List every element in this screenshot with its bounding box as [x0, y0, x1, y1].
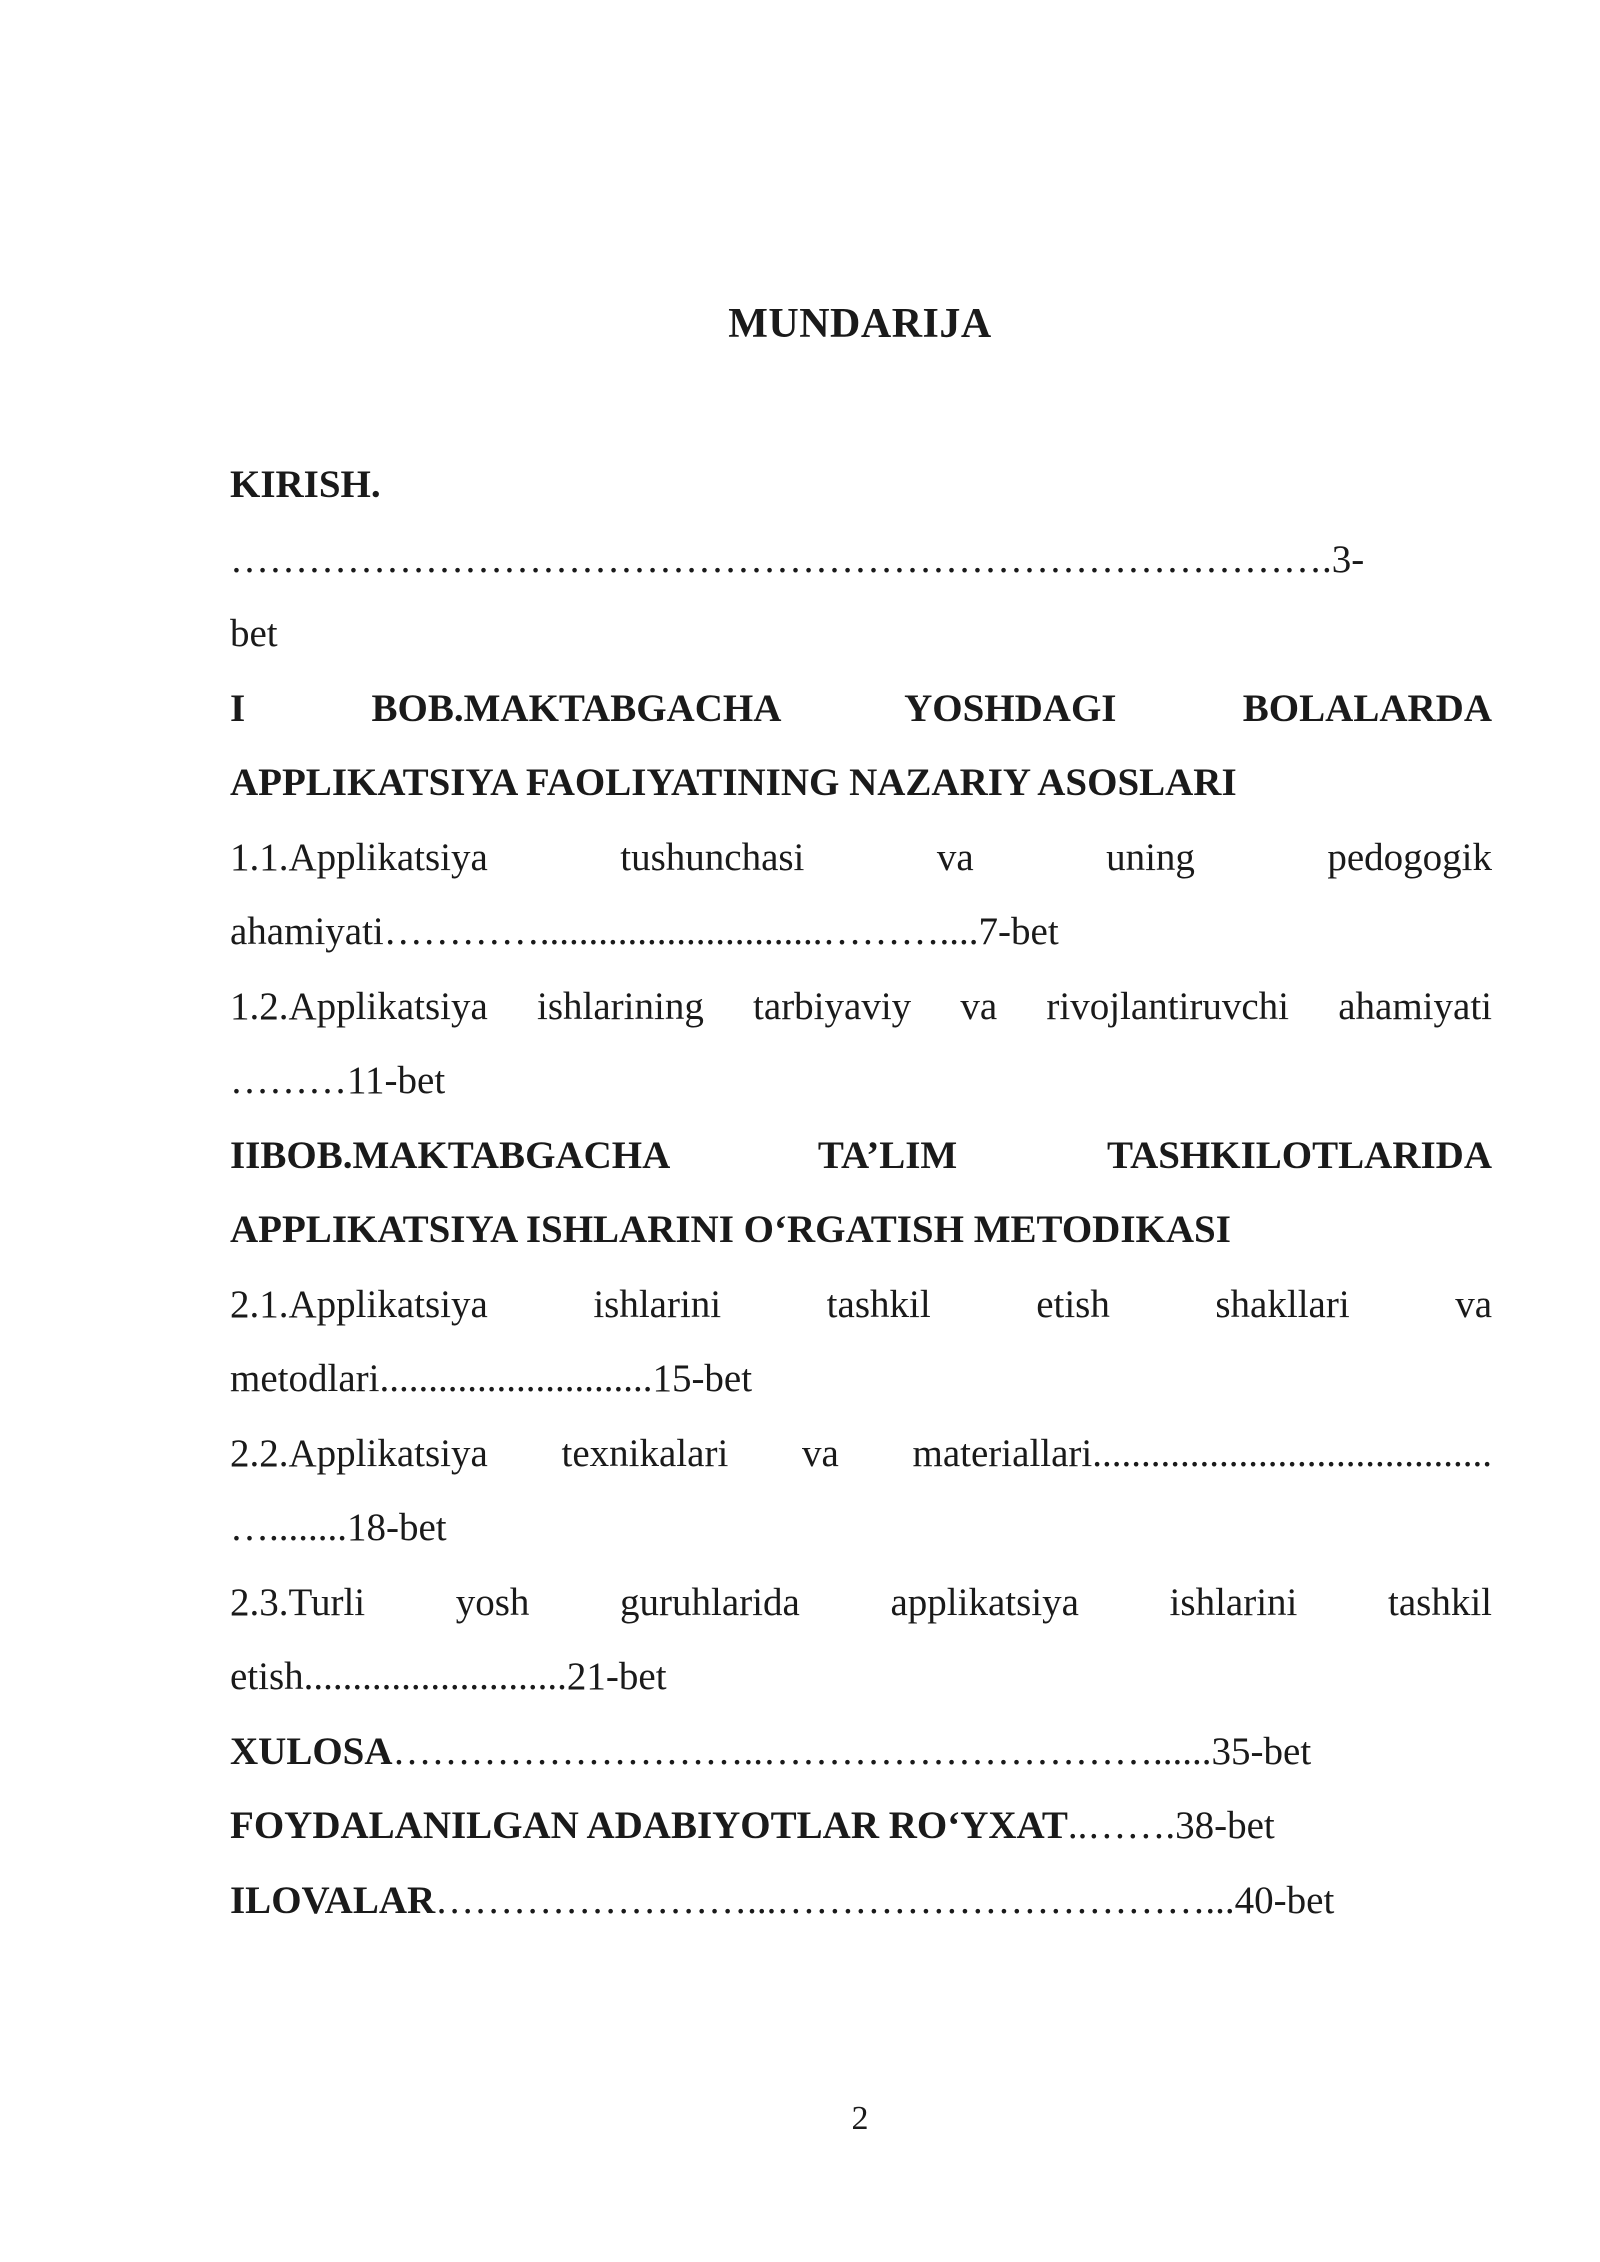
toc-xulosa-label: XULOSA [230, 1729, 393, 1773]
toc-section-2-2-cont: …........18-bet [230, 1506, 447, 1549]
toc-chapter-1-heading-cont: APPLIKATSIYA FAOLIYATINING NAZARIY ASOSLARI [230, 761, 1237, 804]
toc-section-2-3-cont: etish...........................21-bet [230, 1655, 667, 1698]
toc-xulosa-leader: ………………………..…………………………......35-bet [392, 1729, 1312, 1773]
toc-chapter-2-heading-cont: APPLIKATSIYA ISHLARINI O‘RGATISH METODIKASI [230, 1208, 1231, 1251]
toc-ilovalar-label: ILOVALAR [230, 1878, 436, 1922]
table-of-contents [230, 448, 1492, 1938]
page-title: MUNDARIJA [728, 301, 992, 347]
toc-section-1-1: 1.1.Applikatsiya tushunchasi va uning pedogogik [230, 835, 1492, 879]
toc-ilovalar [230, 1864, 1492, 1939]
toc-kirish-page: bet [230, 612, 278, 655]
toc-section-2-2: 2.2.Applikatsiya texnikalari va materiallari......................................... [230, 1431, 1492, 1475]
toc-foydalanilgan [230, 1789, 1492, 1864]
toc-chapter-2-heading: IIBOB.MAKTABGACHA TA’LIM TASHKILOTLARIDA [230, 1133, 1492, 1177]
toc-xulosa [230, 1715, 1492, 1790]
toc-section-2-1: 2.1.Applikatsiya ishlarini tashkil etish shakllari va [230, 1282, 1492, 1326]
toc-foydalanilgan-leader: ..…….38-bet [1067, 1804, 1275, 1847]
toc-chapter-1-heading: I BOB.MAKTABGACHA YOSHDAGI BOLALARDA [230, 686, 1492, 730]
toc-section-2-3: 2.3.Turli yosh guruhlarida applikatsiya ishlarini tashkil [230, 1580, 1492, 1624]
toc-section-1-2-cont: ………11-bet [230, 1059, 446, 1102]
toc-section-1-2: 1.2.Applikatsiya ishlarining tarbiyaviy va rivojlantiruvchi ahamiyati [230, 984, 1492, 1028]
toc-kirish-label: KIRISH. [230, 463, 381, 506]
toc-kirish-leader: ………………………………………………………………………….3- [230, 537, 1365, 581]
toc-ilovalar-leader: ……………………...……………………………...40-bet [435, 1878, 1335, 1922]
toc-foydalanilgan-label: FOYDALANILGAN ADABIYOTLAR RO‘YXAT [230, 1804, 1068, 1847]
toc-section-1-1-cont: ahamiyati………….............................………....7-bet [230, 910, 1059, 953]
toc-section-2-1-cont: metodlari............................15-bet [230, 1357, 753, 1400]
page-number: 2 [851, 2100, 869, 2137]
